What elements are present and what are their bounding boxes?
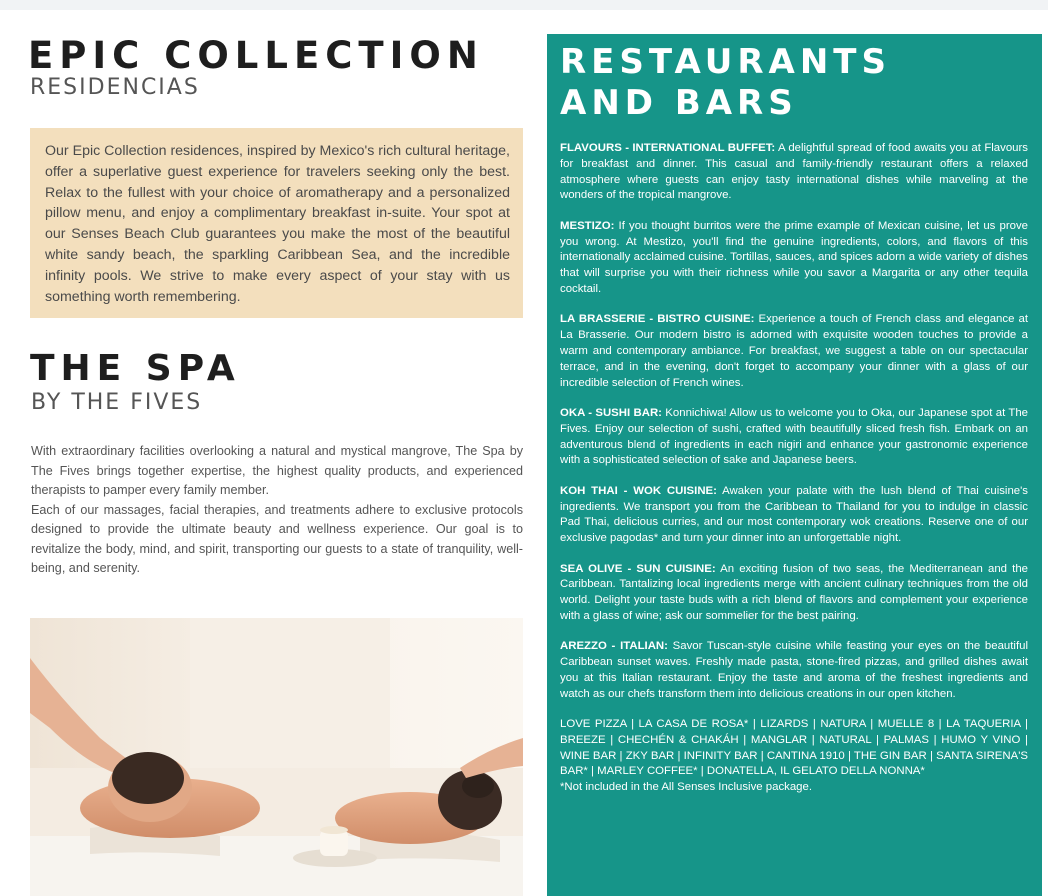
footnote: *Not included in the All Senses Inclusive package. bbox=[560, 781, 813, 794]
bars-list: LOVE PIZZA | LA CASA DE ROSA* | LIZARDS | NATURA | MUELLE 8 | LA TAQUERIA | BREEZE | CHECHÉN & CHAKÁH | MANGLAR | NATURAL | PALMAS | HUMO Y VINO | WINE BAR | ZKY BAR | INFINITY BAR | CANTINA 1910 | THE GIN BAR | SANTA SIRENA'S BAR* | MARLEY COFFEE* | DONATELLA, IL GELATO DELLA NONNA* bbox=[560, 718, 1028, 778]
restaurant-description: Experience a touch of French class and elegance at La Brasserie. Our modern bistro is adorned with exquisite wooden touches to provide a warm and contemporary ambiance. For breakfast, we suggest a table on our spectacular terrace, and in the evening, don't forget to accompany your dinner with a glass of our incredible selection of French wines. bbox=[560, 313, 1028, 389]
epic-collection-description-box bbox=[30, 128, 523, 318]
restaurant-description: An exciting fusion of two seas, the Mediterranean and the Caribbean. Tantalizing local ingredients merge with ancient culinary techniques from the old world. Delight your taste buds with a rich blend of flavors and complement your experience with a glass of wine; ask our sommelier for the best pairing. bbox=[560, 562, 1028, 622]
restaurant-name: OKA - SUSHI BAR: bbox=[560, 406, 662, 419]
epic-collection-title: EPIC COLLECTION bbox=[28, 34, 484, 77]
restaurant-la-brasserie bbox=[560, 312, 1028, 391]
spa-paragraph-2: Each of our massages, facial therapies, and treatments adhere to exclusive protocols designed to provide the ultimate beauty and wellness experience. Our goal is to revitalize the body, mind, and spirit, transporting our guests to a state of tranquility, well-being, and serenity. bbox=[31, 502, 523, 575]
epic-collection-description: Our Epic Collection residences, inspired by Mexico's rich cultural heritage, offer a superlative guest experience for travelers seeking only the best. Relax to the fullest with your choice of aromatherapy and a personalized pillow menu, and enjoy a complimentary breakfast in-suite. Your spot at our Senses Beach Club guarantees you make the most of the beautiful white sandy beach, the sparkling Caribbean Sea, and the incredible infinity pools. We strive to make every aspect of your stay with us something worth remembering. bbox=[45, 143, 510, 305]
restaurant-koh-thai bbox=[560, 484, 1028, 547]
spa-paragraph-1: With extraordinary facilities overlooking a natural and mystical mangrove, The Spa by The Fives brings together expertise, the highest quality products, and experienced therapists to pamper every family member. bbox=[31, 444, 523, 497]
brochure-page bbox=[0, 10, 1048, 896]
restaurant-oka bbox=[560, 406, 1028, 469]
restaurants-and-bars-panel bbox=[547, 34, 1042, 896]
spa-subtitle: BY THE FIVES bbox=[31, 390, 203, 415]
spa-massage-photo bbox=[30, 618, 523, 896]
restaurant-arezzo bbox=[560, 639, 1028, 702]
restaurant-mestizo bbox=[560, 219, 1028, 298]
restaurants-title bbox=[560, 42, 891, 124]
restaurant-sea-olive bbox=[560, 562, 1028, 625]
spa-title: THE SPA bbox=[30, 348, 241, 389]
spa-description bbox=[31, 442, 523, 579]
restaurant-name: FLAVOURS - INTERNATIONAL BUFFET: bbox=[560, 142, 776, 154]
restaurant-list bbox=[560, 141, 1028, 796]
restaurant-name: MESTIZO: bbox=[560, 219, 615, 232]
restaurant-description: Awaken your palate with the lush blend of Thai cuisine's ingredients. We transport you from the Caribbean to Thailand for you to indulge in classic Pad Thai, delicious curries, and our most contemporary wok creations. Reserve one of our exclusive pagodas* and turn your dinner into an unforgettable night. bbox=[560, 484, 1028, 545]
restaurant-name: AREZZO - ITALIAN: bbox=[560, 640, 668, 653]
restaurant-description: A delightful spread of food awaits you at Flavours for breakfast and dinner. This casual and family-friendly restaurant offers a relaxed atmosphere where guests can enjoy tasty international dishes while marveling at the wonders of the tropical mangrove. bbox=[560, 142, 1028, 202]
restaurant-name: KOH THAI - WOK CUISINE: bbox=[560, 484, 717, 497]
restaurant-name: SEA OLIVE - SUN CUISINE: bbox=[560, 562, 716, 575]
restaurants-title-line-2: AND BARS bbox=[560, 83, 798, 123]
restaurant-description: Konnichiwa! Allow us to welcome you to Oka, our Japanese spot at The Fives. Enjoy our selection of sushi, crafted with beautifully sliced fresh fish. Embark on an adventurous blend of ingredients in each nigiri and enhance your gastronomic experience with a sophisticated selection of sake and Japanese beers. bbox=[560, 406, 1028, 467]
epic-collection-subtitle: RESIDENCIAS bbox=[30, 75, 200, 100]
restaurant-description: If you thought burritos were the prime example of Mexican cuisine, let us prove you wrong. At Mestizo, you'll find the genuine ingredients, colors, and flavors of this internationally acclaimed cuisine. Tortillas, sauces, and spices adorn a wide variety of dishes that will surprise you with their richness while you savor a Margarita or any other tequila cocktail. bbox=[560, 219, 1028, 295]
restaurant-name: LA BRASSERIE - BISTRO CUISINE: bbox=[560, 313, 755, 326]
restaurant-flavours bbox=[560, 141, 1028, 204]
restaurant-description: Savor Tuscan-style cuisine while feasting your eyes on the beautiful Caribbean sunset waves. Freshly made pasta, stone-fired pizzas, and grilled dishes await you at this Italian restaurant. Enjoy the taste and aroma of the freshest ingredients and watch as our chefs transform them into delicious creations in our open kitchen. bbox=[560, 640, 1028, 700]
restaurants-title-line-1: RESTAURANTS bbox=[560, 42, 891, 82]
